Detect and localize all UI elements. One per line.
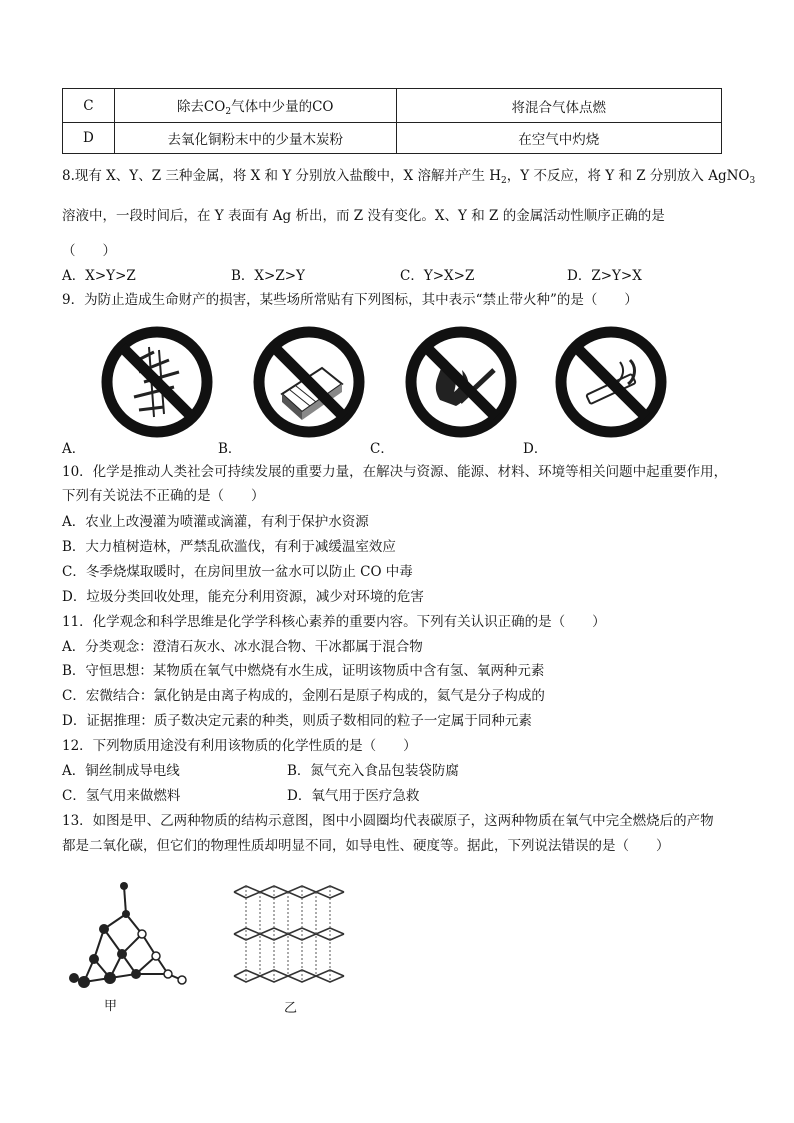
prohibit-sign-d bbox=[548, 322, 674, 442]
q9-label-a: A． bbox=[62, 441, 86, 457]
table-row bbox=[63, 89, 722, 123]
q10-option-c: C．冬季烧煤取暖时，在房间里放一盆水可以防止 CO 中毒 bbox=[62, 564, 413, 580]
fig-label-yi: 乙 bbox=[284, 1001, 298, 1016]
prohibit-sign-a bbox=[94, 322, 220, 442]
q13-line1: 13．如图是甲、乙两种物质的结构示意图，图中小圆圈均代表碳原子，这两种物质在氧气中完全燃烧后的产物 bbox=[62, 813, 714, 829]
prohibit-sign-b bbox=[246, 322, 372, 442]
q9-label-c: C． bbox=[370, 441, 394, 457]
q11-stem: 11．化学观念和科学思维是化学学科核心素养的重要内容。下列有关认识正确的是（ ） bbox=[62, 614, 606, 630]
option-table bbox=[62, 88, 722, 154]
row-task: 去氧化铜粉末中的少量木炭粉 bbox=[114, 123, 396, 154]
q8-line2: 溶液中，一段时间后，在 Y 表面有 Ag 析出，而 Z 没有变化。X、Y 和 Z 的金属活动性顺序正确的是 bbox=[62, 208, 665, 224]
q12-option-c: C．氢气用来做燃料 bbox=[62, 788, 181, 804]
q9-label-d: D． bbox=[523, 441, 548, 457]
q10-line2: 下列有关说法不正确的是（ ） bbox=[62, 488, 265, 504]
row-method: 在空气中灼烧 bbox=[396, 123, 722, 154]
row-task: 除去$CO_2$气体中少量的CO bbox=[114, 89, 396, 123]
q8-option-b: B．X>Z>Y bbox=[231, 268, 305, 284]
q12-stem: 12．下列物质用途没有利用该物质的化学性质的是（ ） bbox=[62, 738, 417, 754]
q8-option-d: D．Z>Y>X bbox=[567, 268, 642, 284]
table-row bbox=[63, 123, 722, 154]
q10-option-b: B．大力植树造林，严禁乱砍滥伐，有利于减缓温室效应 bbox=[62, 539, 396, 555]
q9-label-b: B． bbox=[218, 441, 242, 457]
q9-stem: 9．为防止造成生命财产的损害，某些场所常贴有下列图标，其中表示“禁止带火种”的是（ ） bbox=[62, 292, 638, 308]
fig-label-jia: 甲 bbox=[104, 999, 118, 1014]
q8-option-c: C．Y>X>Z bbox=[400, 268, 475, 284]
row-label: C bbox=[63, 89, 115, 123]
row-label: D bbox=[63, 123, 115, 154]
q12-option-a: A．铜丝制成导电线 bbox=[62, 763, 180, 779]
q13-line2: 都是二氧化碳，但它们的物理性质却明显不同，如导电性、硬度等。据此，下列说法错误的是（ ） bbox=[62, 838, 670, 854]
q8-bracket: （ ） bbox=[62, 243, 116, 259]
structure-diagram-yi bbox=[226, 878, 356, 1020]
q10-option-a: A．农业上改漫灌为喷灌或滴灌，有利于保护水资源 bbox=[62, 514, 369, 530]
q11-option-b: B．守恒思想：某物质在氧气中燃烧有水生成，证明该物质中含有氢、氧两种元素 bbox=[62, 663, 545, 679]
row-method: 将混合气体点燃 bbox=[396, 89, 722, 123]
q8-line1: 8.现有 X、Y、Z 三种金属，将 X 和 Y 分别放入盐酸中，X 溶解并产生 $H_2$，Y 不反应，将 Y 和 Z 分别放入 AgNO$_3$ bbox=[62, 168, 756, 186]
q12-option-b: B．氮气充入食品包装袋防腐 bbox=[287, 763, 459, 779]
q10-line1: 10．化学是推动人类社会可持续发展的重要力量，在解决与资源、能源、材料、环境等相关问题中起重要作用， bbox=[62, 464, 728, 480]
q12-option-d: D．氧气用于医疗急救 bbox=[287, 788, 420, 804]
q10-option-d: D．垃圾分类回收处理，能充分利用资源，减少对环境的危害 bbox=[62, 589, 424, 605]
structure-diagram-jia bbox=[64, 874, 194, 1022]
q8-option-a: A．X>Y>Z bbox=[62, 268, 136, 284]
q11-option-a: A．分类观念：澄清石灰水、冰水混合物、干冰都属于混合物 bbox=[62, 639, 423, 655]
q11-option-c: C．宏微结合：氯化钠是由离子构成的，金刚石是原子构成的，氦气是分子构成的 bbox=[62, 688, 545, 704]
prohibit-sign-c bbox=[398, 322, 524, 442]
q11-option-d: D．证据推理：质子数决定元素的种类，则质子数相同的粒子一定属于同种元素 bbox=[62, 713, 532, 729]
